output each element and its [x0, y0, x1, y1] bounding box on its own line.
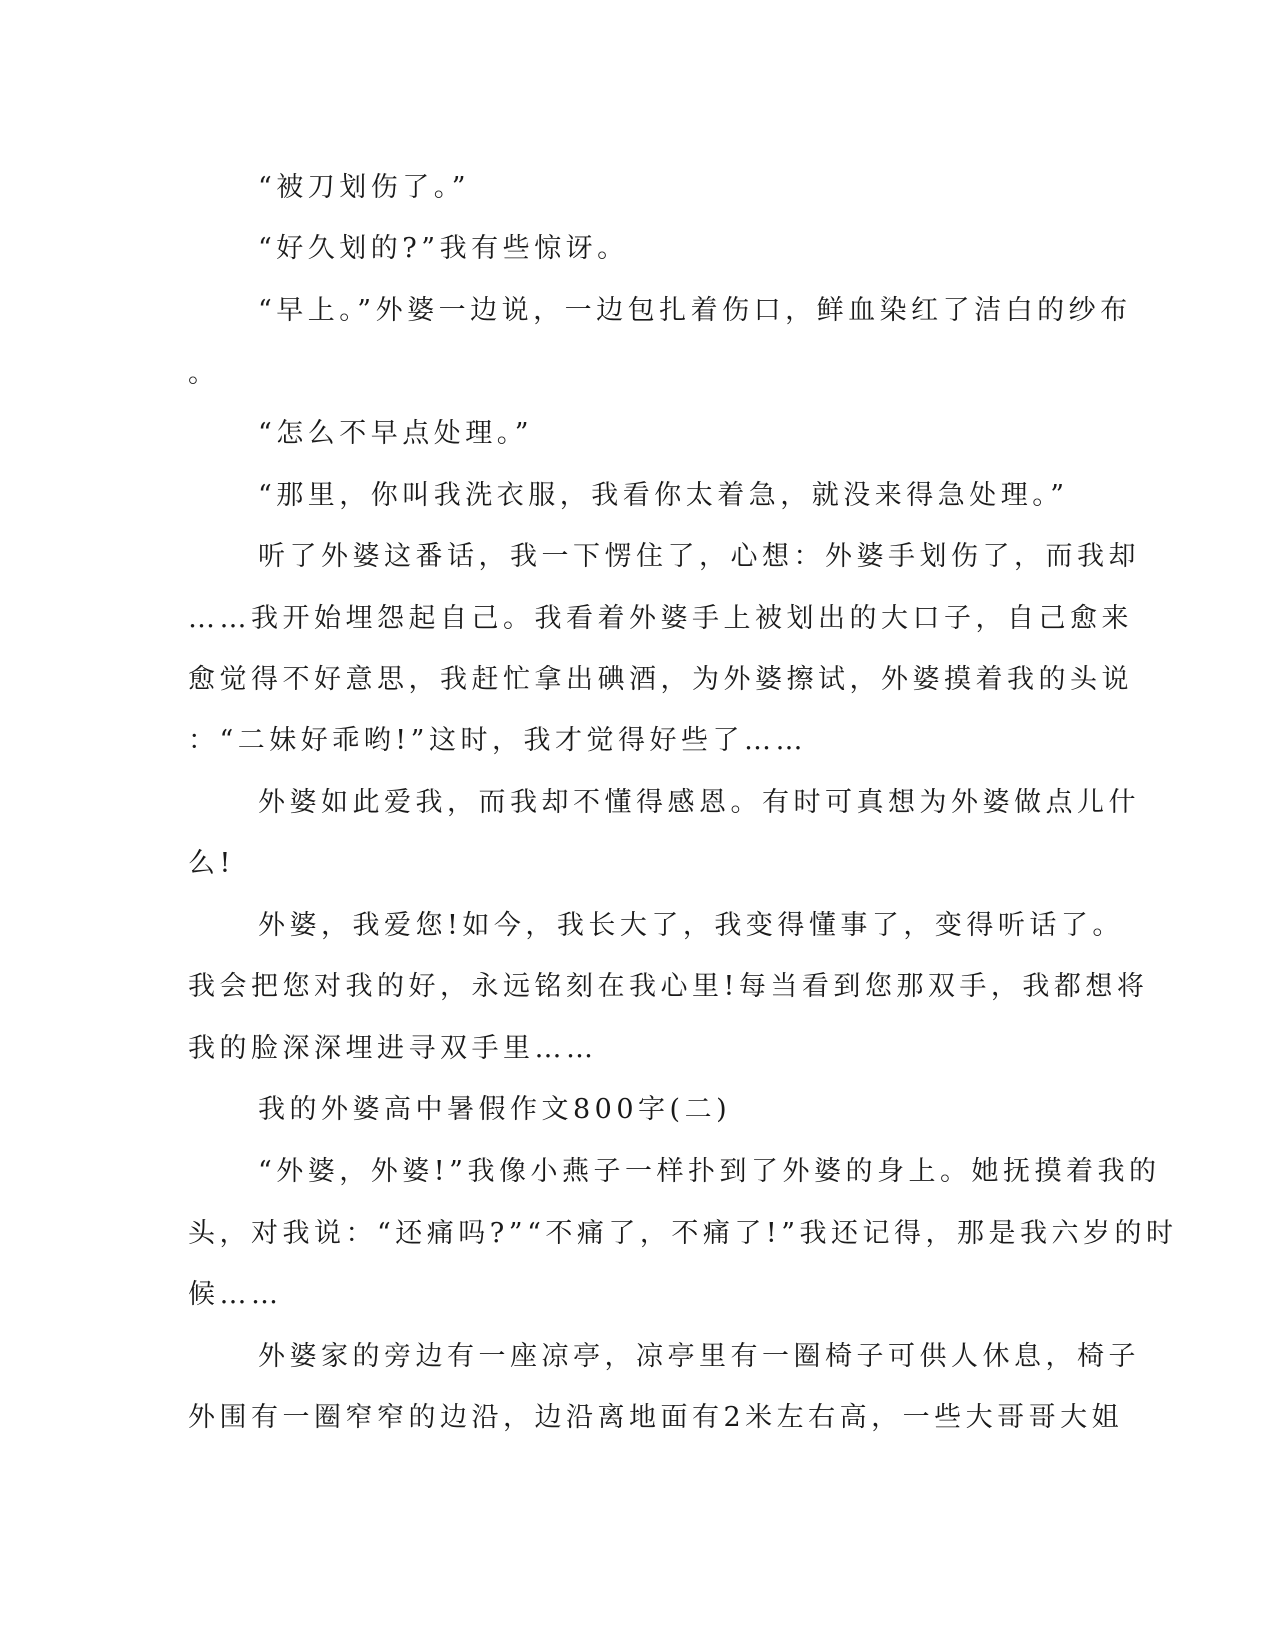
section-heading: 我的外婆高中暑假作文800字(二): [258, 1094, 732, 1125]
text-line: 头，对我说：“还痛吗?”“不痛了，不痛了!”我还记得，那是我六岁的时: [188, 1218, 1178, 1249]
text-line: ：“二妹好乖哟!”这时，我才觉得好些了……: [188, 725, 807, 756]
text-line: 我会把您对我的好，永远铭刻在我心里!每当看到您那双手，我都想将: [188, 971, 1149, 1002]
text-line: 外婆家的旁边有一座凉亭，凉亭里有一圈椅子可供人休息，椅子: [258, 1341, 1140, 1372]
text-line: “那里，你叫我洗衣服，我看你太着急，就没来得急处理。”: [258, 480, 1069, 511]
text-line: 外围有一圈窄窄的边沿，边沿离地面有2米左右高，一些大哥哥大姐: [188, 1402, 1124, 1433]
text-line: 愈觉得不好意思，我赶忙拿出碘酒，为外婆擦试，外婆摸着我的头说: [188, 664, 1133, 695]
text-line: 外婆，我爱您!如今，我长大了，我变得懂事了，变得听话了。: [258, 910, 1124, 941]
text-line: “被刀划伤了。”: [258, 172, 471, 203]
text-line: 。: [188, 358, 220, 389]
text-line: ……我开始埋怨起自己。我看着外婆手上被划出的大口子，自己愈来: [188, 603, 1133, 634]
text-line: 候……: [188, 1279, 283, 1310]
text-line: “早上。”外婆一边说，一边包扎着伤口，鲜血染红了洁白的纱布: [258, 295, 1132, 326]
text-line: 听了外婆这番话，我一下愣住了，心想：外婆手划伤了，而我却: [258, 541, 1140, 572]
text-line: 外婆如此爱我，而我却不懂得感恩。有时可真想为外婆做点儿什: [258, 787, 1140, 818]
text-line: “外婆，外婆!”我像小燕子一样扑到了外婆的身上。她抚摸着我的: [258, 1156, 1161, 1187]
text-line: “怎么不早点处理。”: [258, 418, 534, 449]
text-line: 么!: [188, 848, 235, 879]
text-line: “好久划的?”我有些惊讶。: [258, 233, 629, 264]
text-line: 我的脸深深埋进寻双手里……: [188, 1033, 598, 1064]
